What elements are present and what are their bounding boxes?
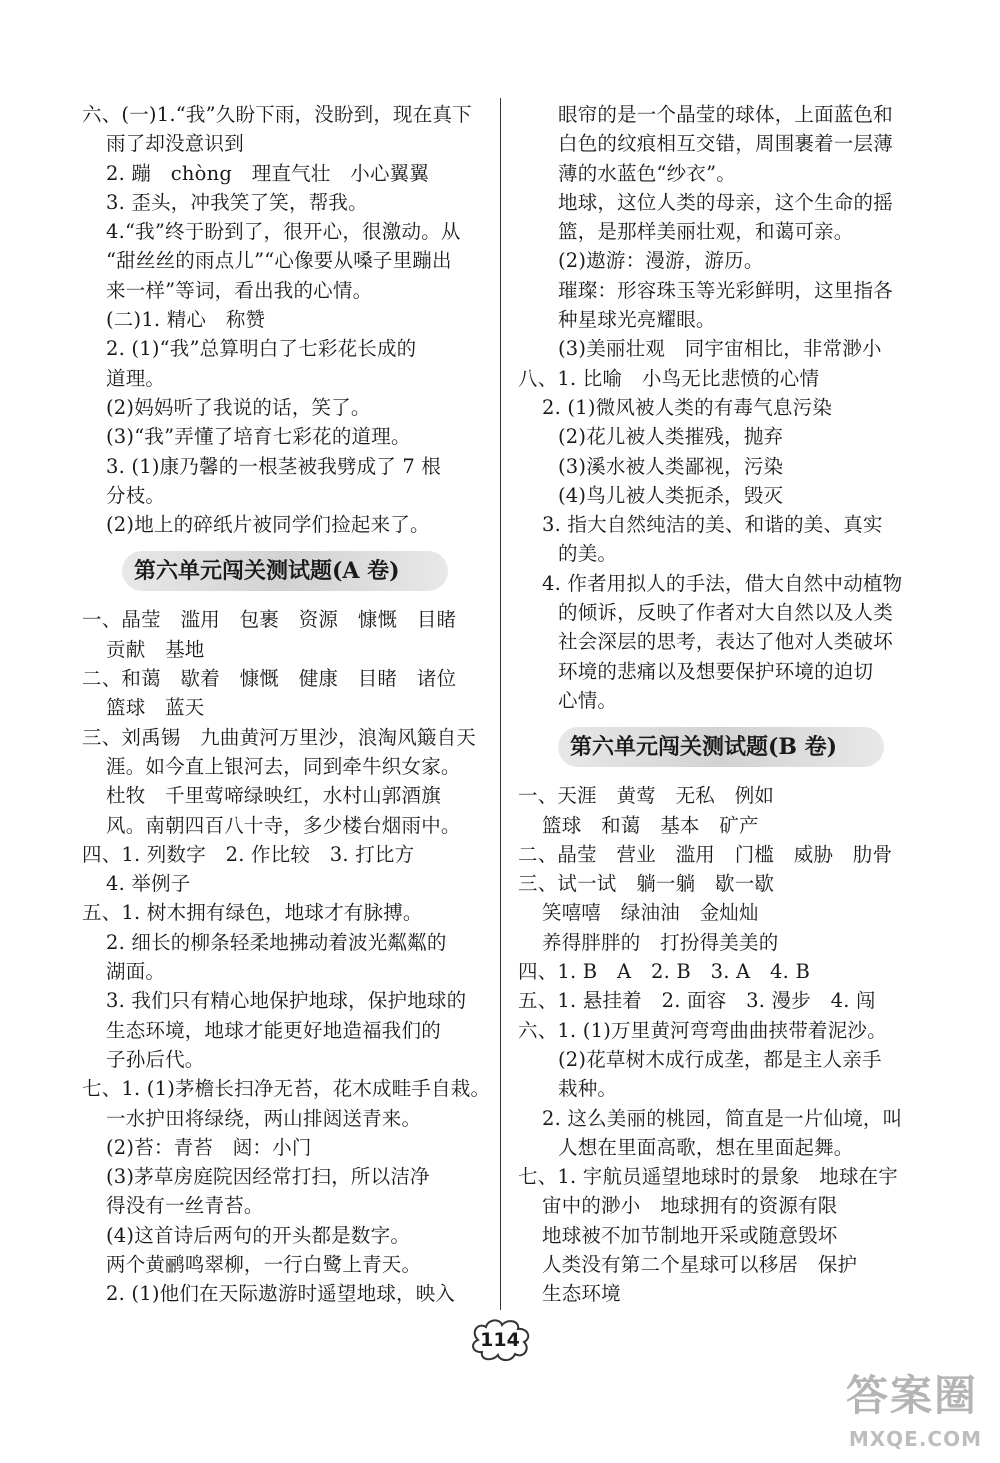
answer-line: 2. (1)微风被人类的有毒气息污染 (542, 395, 833, 419)
answer-line: 4. 举例子 (106, 872, 191, 896)
answer-line: 2. (1)“我”总算明白了七彩花长成的 (106, 337, 417, 361)
answer-line: 栽种。 (558, 1077, 618, 1101)
answer-line: 篮球 和蔼 基本 矿产 (542, 813, 759, 837)
answer-line: 3. 歪头，冲我笑了笑，帮我。 (106, 190, 368, 214)
answer-line: 得没有一丝青苔。 (106, 1194, 264, 1218)
right-column (518, 100, 938, 1309)
answer-line: “甜丝丝的雨点儿”“心像要从嗓子里蹦出 (106, 249, 452, 273)
answer-line: 2. 蹦 chòng 理直气壮 小心翼翼 (106, 161, 430, 185)
answer-line: (3)美丽壮观 同宇宙相比，非常渺小 (558, 337, 882, 361)
answer-line: 贡献 基地 (106, 637, 205, 661)
answer-line: 杜牧 千里莺啼绿映红，水村山郭酒旗 (106, 784, 441, 808)
answer-line: 人想在里面高歌，想在里面起舞。 (558, 1135, 854, 1159)
answer-line: (2)妈妈听了我说的话，笑了。 (106, 395, 371, 419)
answer-line: 四、1. 列数字 2. 作比较 3. 打比方 (82, 842, 415, 866)
answer-line: 涯。如今直上银河去，同到牵牛织女家。 (106, 754, 461, 778)
answer-line: 一、天涯 黄莺 无私 例如 (518, 784, 775, 808)
answer-line: 两个黄鹂鸣翠柳，一行白鹭上青天。 (106, 1252, 422, 1276)
answer-line: 四、1. B A 2. B 3. A 4. B (518, 960, 810, 984)
page-number: 114 (480, 1329, 520, 1351)
answer-line: 七、1. (1)茅檐长扫净无苔，花木成畦手自栽。 (82, 1077, 491, 1101)
answer-line: 的美。 (558, 542, 618, 566)
left-column (82, 100, 502, 1309)
answer-line: 八、1. 比喻 小鸟无比悲愤的心情 (518, 366, 820, 390)
answer-line: 二、和蔼 歇着 慷慨 健康 目睹 诸位 (82, 667, 457, 691)
answer-line: 3. (1)康乃馨的一根茎被我劈成了 7 根 (106, 454, 442, 478)
answer-line: 环境的悲痛以及想要保护环境的迫切 (558, 659, 874, 683)
column-divider (500, 98, 501, 1310)
answer-line: 三、试一试 躺一躺 歇一歇 (518, 872, 775, 896)
answer-line: 地球被不加节制地开采或随意毁坏 (542, 1223, 838, 1247)
answer-line: 人类没有第二个星球可以移居 保护 (542, 1252, 858, 1276)
answer-line: 养得胖胖的 打扮得美美的 (542, 930, 779, 954)
answer-line: 社会深层的思考，表达了他对人类破坏 (558, 630, 893, 654)
answer-line: 道理。 (106, 366, 166, 390)
heading-title: 第六单元闯关测试题(B 卷) (570, 734, 838, 761)
answer-line: (4)这首诗后两句的开头都是数字。 (106, 1223, 411, 1247)
answer-line: 二、晶莹 营业 滥用 门槛 威胁 肋骨 (518, 842, 893, 866)
answer-line: (2)地上的碎纸片被同学们捡起来了。 (106, 513, 430, 537)
answer-line: 雨了却没意识到 (106, 132, 244, 156)
answer-line: 一、晶莹 滥用 包裹 资源 慷慨 目睹 (82, 608, 457, 632)
answer-line: 来一样”等词，看出我的心情。 (106, 278, 373, 302)
answer-line: 3. 我们只有精心地保护地球，保护地球的 (106, 989, 467, 1013)
answer-line: 2. 这么美丽的桃园，简直是一片仙境，叫 (542, 1106, 903, 1130)
answer-line: 分枝。 (106, 483, 166, 507)
answer-line: (3)“我”弄懂了培育七彩花的道理。 (106, 425, 411, 449)
answer-line: 生态环境，地球才能更好地造福我们的 (106, 1018, 441, 1042)
watermark-url: MXQE.COM (848, 1427, 982, 1451)
answer-line: (2)花草树木成行成垄，都是主人亲手 (558, 1047, 882, 1071)
answer-line: 2. (1)他们在天际遨游时遥望地球，映入 (106, 1282, 456, 1306)
answer-line: (2)遨游：漫游，游历。 (558, 249, 764, 273)
answer-line: 五、1. 悬挂着 2. 面容 3. 漫步 4. 闯 (518, 989, 876, 1013)
answer-line: 地球，这位人类的母亲，这个生命的摇 (558, 190, 893, 214)
answer-line: 篮球 蓝天 (106, 696, 205, 720)
answer-line: 璀璨：形容珠玉等光彩鲜明，这里指各 (558, 278, 893, 302)
answer-line: 2. 细长的柳条轻柔地拂动着波光粼粼的 (106, 930, 447, 954)
answer-line: 三、刘禹锡 九曲黄河万里沙，浪淘风簸自天 (82, 725, 477, 749)
answer-line: 眼帘的是一个晶莹的球体，上面蓝色和 (558, 103, 893, 126)
answer-line: 4.“我”终于盼到了，很开心，很激动。从 (106, 220, 461, 244)
answer-line: 湖面。 (106, 960, 166, 984)
page-number-badge (468, 1318, 532, 1362)
answer-line: 六、1. (1)万里黄河弯弯曲曲挟带着泥沙。 (518, 1018, 887, 1042)
answer-line: (2)苔：青苔 闼：小门 (106, 1135, 312, 1159)
answer-line: 六、(一)1.“我”久盼下雨，没盼到，现在真下 (82, 103, 472, 126)
answer-line: 一水护田将绿绕，两山排闼送青来。 (106, 1106, 422, 1130)
answer-line: 七、1. 宇航员遥望地球时的景象 地球在宇 (518, 1165, 899, 1189)
answer-line: (2)花儿被人类摧残，抛弃 (558, 425, 784, 449)
watermark-logo: 答案圈 (845, 1371, 978, 1420)
answer-line: 3. 指大自然纯洁的美、和谐的美、真实 (542, 513, 883, 537)
answer-line: 五、1. 树木拥有绿色，地球才有脉搏。 (82, 901, 423, 925)
section-heading (82, 541, 502, 599)
answer-line: 薄的水蓝色“纱衣”。 (558, 161, 736, 185)
watermark (816, 1363, 986, 1455)
answer-line: 生态环境 (542, 1282, 621, 1306)
answer-line: 篮，是那样美丽壮观，和蔼可亲。 (558, 220, 854, 244)
section-heading (518, 717, 938, 775)
answer-line: 风。南朝四百八十寺，多少楼台烟雨中。 (106, 813, 461, 837)
answer-line: 笑嘻嘻 绿油油 金灿灿 (542, 901, 759, 925)
answer-line: (3)茅草房庭院因经常打扫，所以洁净 (106, 1165, 430, 1189)
answer-line: 的倾诉，反映了作者对大自然以及人类 (558, 601, 893, 625)
answer-line: 子孙后代。 (106, 1047, 205, 1071)
answer-line: 宙中的渺小 地球拥有的资源有限 (542, 1194, 838, 1218)
heading-title: 第六单元闯关测试题(A 卷) (134, 558, 400, 585)
answer-line: (4)鸟儿被人类扼杀，毁灭 (558, 483, 784, 507)
answer-line: 种星球光亮耀眼。 (558, 308, 716, 332)
answer-line: (二)1. 精心 称赞 (106, 308, 266, 332)
answer-line: 心情。 (558, 688, 618, 712)
answer-line: 白色的纹痕相互交错，周围裹着一层薄 (558, 132, 893, 156)
answer-line: 4. 作者用拟人的手法，借大自然中动植物 (542, 571, 903, 595)
answer-line: (3)溪水被人类鄙视，污染 (558, 454, 784, 478)
